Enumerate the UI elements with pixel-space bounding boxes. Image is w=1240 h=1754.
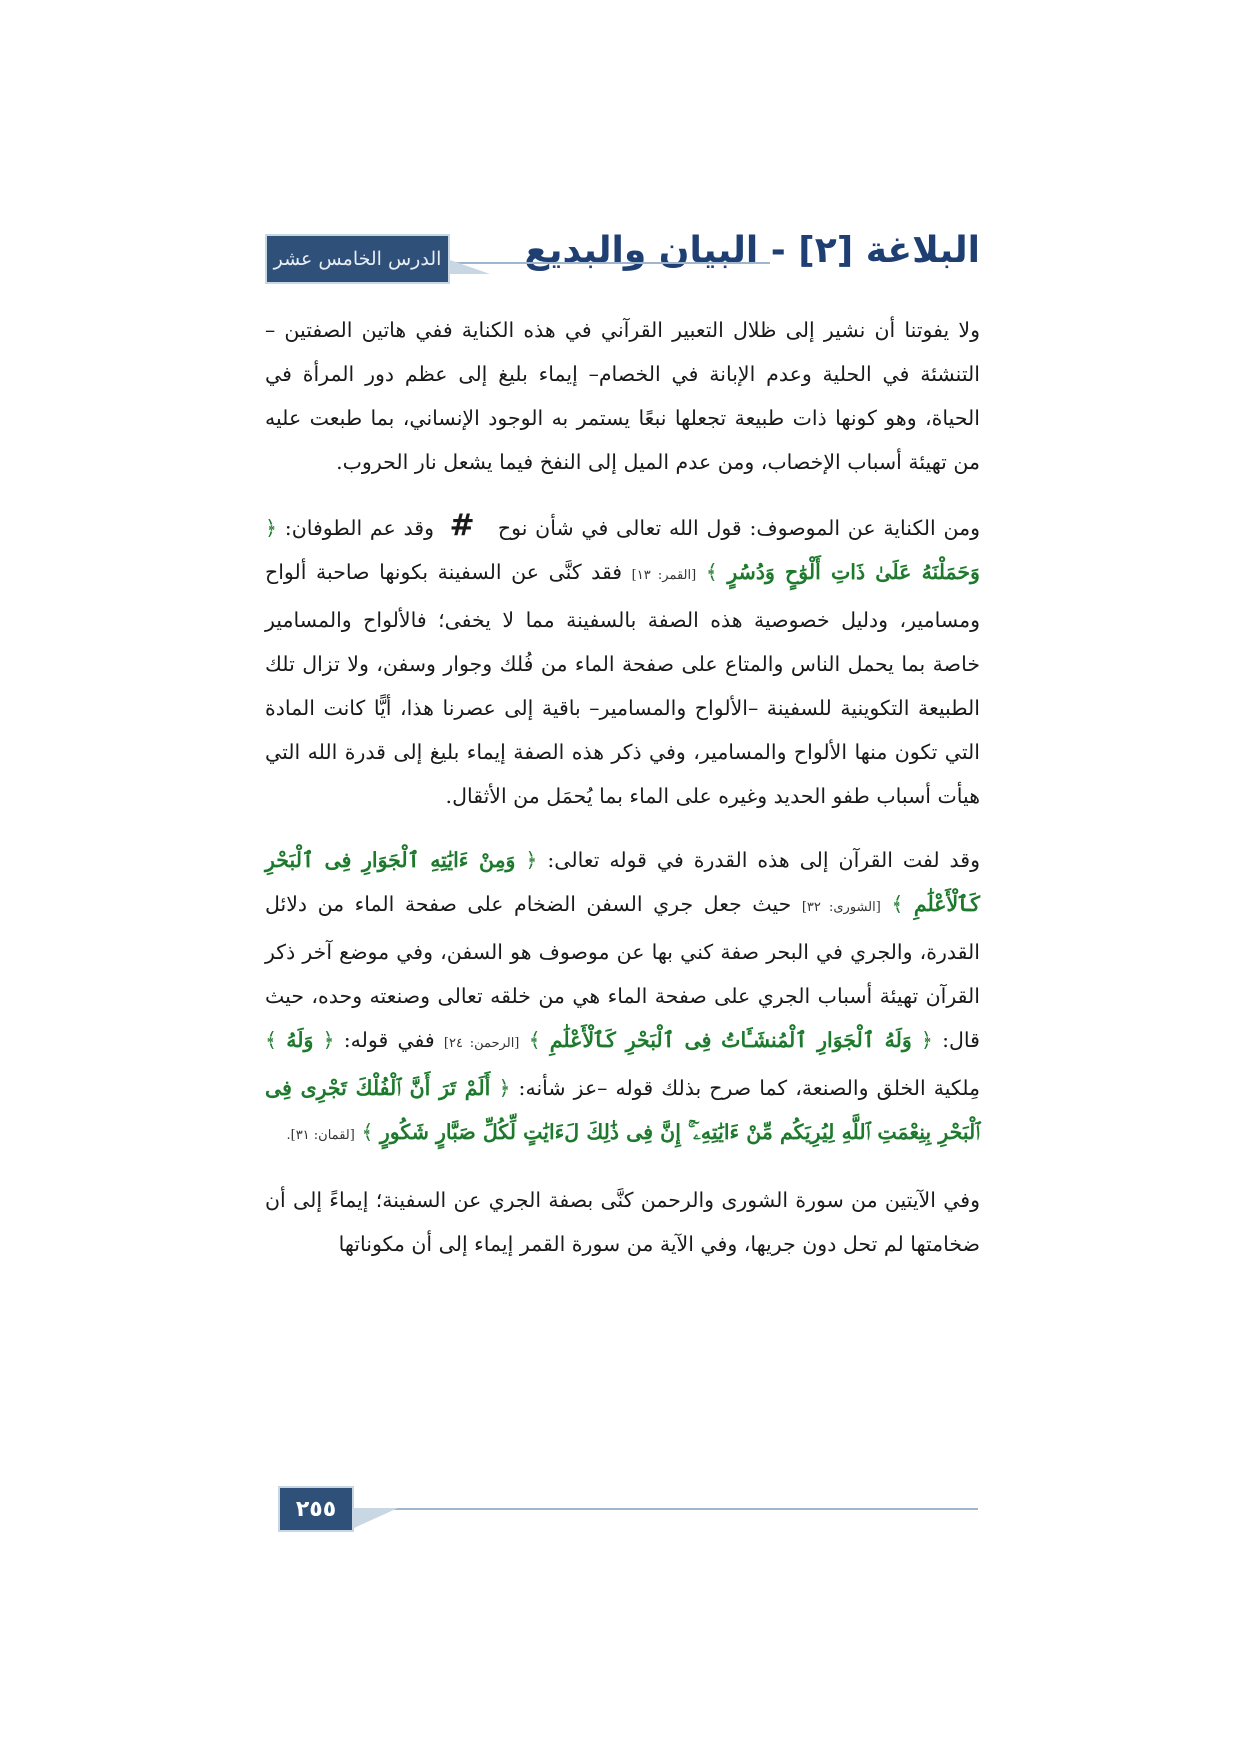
verse-reference-shura: [الشورى: ٣٢] bbox=[801, 900, 881, 915]
footer-wedge bbox=[354, 1508, 398, 1528]
verse-close-bracket: ﴾ bbox=[705, 560, 718, 584]
verse-close-bracket: ﴾ bbox=[361, 1120, 374, 1144]
quran-verse-shura: وَمِنْ ءَايَٰتِهِ ٱلْجَوَارِ فِى ٱلْبَحْرِ كَٱلْأَعْلَٰمِ bbox=[265, 848, 980, 916]
verse-close-bracket: ﴾ bbox=[528, 1028, 541, 1052]
paragraph-3-text-c: ففي قوله: bbox=[343, 1028, 435, 1052]
paragraph-3-text-b: حيث جعل جري السفن الضخام على صفحة الماء من دلائل القدرة، والجري في البحر صفة كني بها عن موصوف هو السفن، وفي موضع آخر ذكر القرآن تهيئة أسباب الجري على صفحة الماء هي من خلقه تعالى وصنعته وحده، حيث قال: bbox=[265, 892, 980, 1052]
page-header bbox=[265, 226, 980, 290]
quran-verse-qamar: وَحَمَلْنَهُ عَلَىٰ ذَاتِ أَلْوَٰحٍ وَدُسُرٍ bbox=[727, 560, 980, 584]
verse-reference-qamar: [القمر: ١٣] bbox=[631, 568, 697, 583]
verse-open-bracket: ﴿ bbox=[498, 1076, 511, 1100]
paragraph-3-text-a: وقد لفت القرآن إلى هذه القدرة في قوله تعالى: bbox=[547, 848, 980, 872]
paragraph-2-text-a: ومن الكناية عن الموصوف: قول الله تعالى في شأن نوح bbox=[497, 516, 980, 540]
paragraph-2 bbox=[265, 504, 980, 818]
verse-open-bracket: ﴿ bbox=[920, 1028, 933, 1052]
header-rule bbox=[450, 262, 770, 264]
quran-word-walahu: وَلَهُ bbox=[286, 1028, 314, 1052]
verse-close-bracket: ﴾ bbox=[891, 892, 904, 916]
page-content bbox=[265, 308, 980, 1286]
book-title: البلاغة [٢] - البيان والبديع bbox=[524, 230, 980, 271]
lesson-label: الدرس الخامس عشر bbox=[273, 248, 442, 270]
page-number: ٢٥٥ bbox=[278, 1486, 354, 1532]
verse-reference-rahman: [الرحمن: ٢٤] bbox=[443, 1036, 520, 1051]
verse-reference-luqman: [لقمان: ٣١]. bbox=[286, 1128, 355, 1143]
header-wedge bbox=[450, 260, 490, 274]
quran-verse-rahman: وَلَهُ ٱلْجَوَارِ ٱلْمُنشَـَٔاتُ فِى ٱلْبَحْرِ كَٱلْأَعْلَٰمِ bbox=[549, 1028, 912, 1052]
page-footer bbox=[278, 1486, 978, 1532]
verse-open-bracket: ﴿ bbox=[265, 516, 278, 540]
paragraph-3 bbox=[265, 838, 980, 1158]
verse-open-bracket: ﴿ bbox=[322, 1028, 335, 1052]
quran-verse-luqman: أَلَمْ تَرَ أَنَّ ٱلْفُلْكَ تَجْرِى فِى ٱلْبَحْرِ بِنِعْمَتِ ٱللَّهِ لِيُرِيَكُم مِّنْ ءَايَٰتِهِۦٓ ۚ إِنَّ فِى ذَٰلِكَ لَءَايَٰتٍ لِّكُلِّ صَبَّارٍ شَكُورٍ bbox=[265, 1076, 980, 1144]
paragraph-3-text-d: مِلكية الخلق والصنعة، كما صرح بذلك قوله –عز شأنه: bbox=[518, 1076, 980, 1100]
honorific-symbol: # bbox=[449, 508, 475, 543]
verse-close-bracket: ﴾ bbox=[265, 1028, 278, 1052]
paragraph-2-text-b: وقد عم الطوفان: bbox=[284, 516, 434, 540]
lesson-tab bbox=[265, 234, 450, 284]
paragraph-2-text-c: فقد كنَّى عن السفينة بكونها صاحبة ألواح ومسامير، ودليل خصوصية هذه الصفة بالسفينة مما لا يخفى؛ فالألواح والمسامير خاصة بما يحمل الناس والمتاع على صفحة الماء من فُلك وجوار وسفن، ولا تزال تلك الطبيعة التكوينية للسفينة –الألواح والمسامير– باقية إلى عصرنا هذا، أيًّا كانت المادة التي تكون منها الألواح والمسامير، وفي ذكر هذه الصفة إيماء بليغ إلى قدرة الله التي هيأت أسباب طفو الحديد وغيره على الماء بما يُحمَل من الأثقال. bbox=[265, 560, 980, 808]
paragraph-4: وفي الآيتين من سورة الشورى والرحمن كنَّى بصفة الجري عن السفينة؛ إيماءً إلى أن ضخامتها لم تحل دون جريها، وفي الآية من سورة القمر إيماء إلى أن مكوناتها bbox=[265, 1188, 980, 1256]
paragraph-1: ولا يفوتنا أن نشير إلى ظلال التعبير القرآني في هذه الكناية ففي هاتين الصفتين – التنشئة في الحلية وعدم الإبانة في الخصام– إيماء بليغ إلى عظم دور المرأة في الحياة، وهو كونها ذات طبيعة تجعلها نبعًا يستمر به الوجود الإنساني، بما طبعت عليه من تهيئة أسباب الإخصاب، ومن عدم الميل إلى النفخ فيما يشعل نار الحروب. bbox=[265, 318, 980, 474]
footer-rule bbox=[354, 1508, 978, 1510]
verse-open-bracket: ﴿ bbox=[525, 848, 538, 872]
